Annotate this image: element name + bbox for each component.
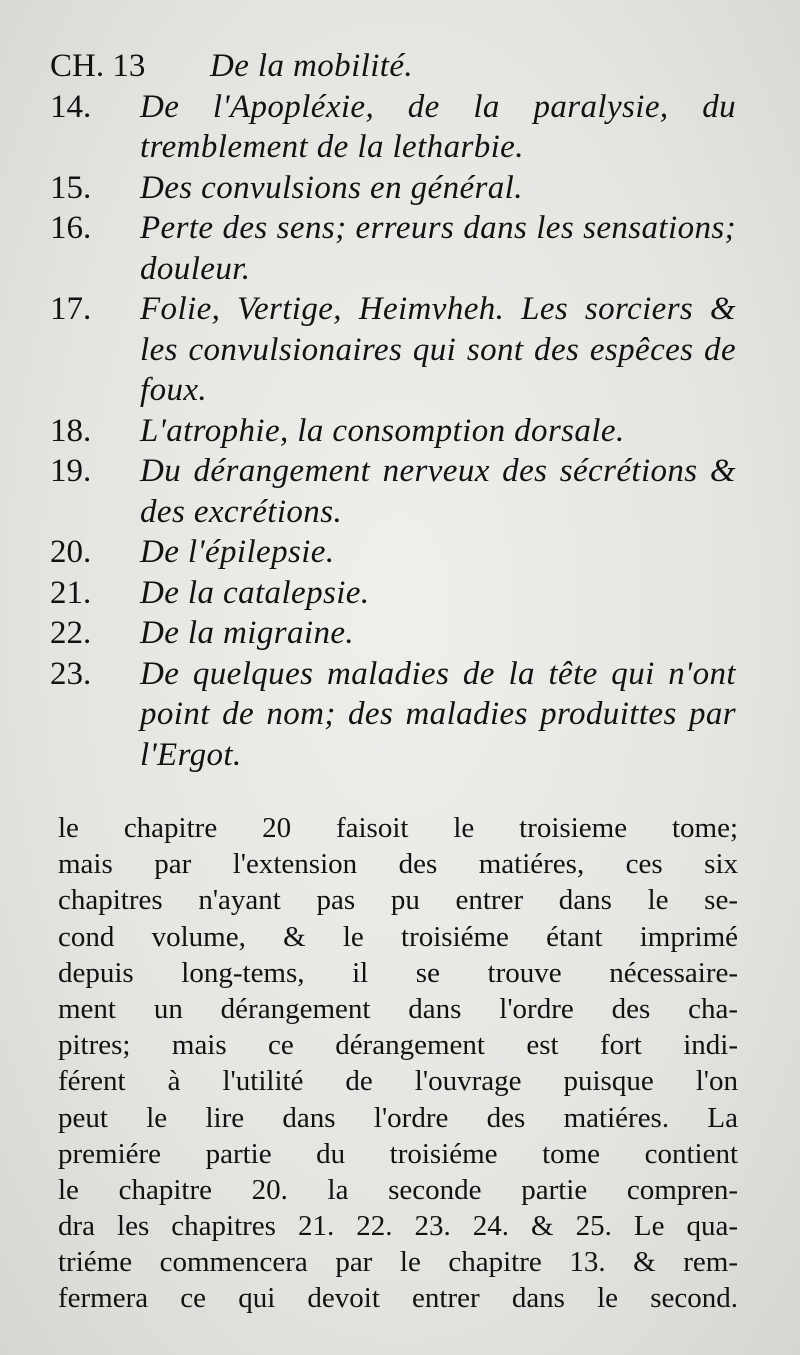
table-of-contents xyxy=(50,46,750,775)
chapter-title: Du dérangement nerveux des sécrétions & des excrétions. xyxy=(140,453,736,530)
note-line: dra les chapitres 21. 22. 23. 24. & 25. Le qua- xyxy=(58,1210,738,1243)
chapter-number: 21. xyxy=(50,574,92,611)
chapter-title: L'atrophie, la consomption dorsale. xyxy=(140,412,625,449)
toc-entry xyxy=(50,613,750,654)
chapter-title: Folie, Vertige, Heimvheh. Les sorciers & les convulsionaires qui sont des espêces de foux. xyxy=(140,291,736,408)
note-line: pitres; mais ce dérangement est fort indi- xyxy=(58,1029,738,1062)
note-line: mais par l'extension des matiéres, ces six xyxy=(58,848,738,881)
toc-entry xyxy=(50,46,750,87)
note-line: chapitres n'ayant pas pu entrer dans le se- xyxy=(58,884,738,917)
toc-entry xyxy=(50,208,750,289)
chapter-title: De l'épilepsie. xyxy=(140,534,335,570)
toc-entry xyxy=(50,87,750,168)
chapter-title: De quelques maladies de la tête qui n'ont point de nom; des maladies produittes par l'Ergot. xyxy=(140,655,736,773)
note-line: le chapitre 20 faisoit le troisieme tome; xyxy=(58,812,738,844)
toc-entry xyxy=(50,451,750,532)
chapter-title: De la migraine. xyxy=(140,615,355,651)
chapter-number: 20. xyxy=(50,534,92,570)
chapter-number: 19. xyxy=(50,453,92,489)
editorial-note xyxy=(58,810,738,1317)
chapter-title: De l'Apopléxie, de la paralysie, du tremblement de la letharbie. xyxy=(140,88,736,165)
toc-entry xyxy=(50,168,750,209)
chapter-number: 16. xyxy=(50,210,92,246)
chapter-title: De la mobilité. xyxy=(210,48,414,84)
chapter-title: Des convulsions en général. xyxy=(140,169,523,206)
chapter-number: 23. xyxy=(50,655,92,692)
chapter-number: 15. xyxy=(50,169,92,206)
note-line: triéme commencera par le chapitre 13. & rem- xyxy=(58,1246,738,1279)
chapter-number: 17. xyxy=(50,291,92,327)
toc-entry xyxy=(50,289,750,411)
note-line: peut le lire dans l'ordre des matiéres. La xyxy=(58,1101,738,1134)
note-line: cond volume, & le troisiéme étant imprimé xyxy=(58,920,738,953)
chapter-number: 18. xyxy=(50,412,92,449)
note-line: le chapitre 20. la seconde partie compren- xyxy=(58,1173,738,1206)
chapter-title: De la catalepsie. xyxy=(140,574,370,611)
toc-entry xyxy=(50,654,750,776)
toc-entry xyxy=(50,411,750,452)
chapter-title: Perte des sens; erreurs dans les sensations; douleur. xyxy=(140,210,736,287)
chapter-number: 22. xyxy=(50,615,92,651)
toc-entry xyxy=(50,573,750,614)
chapter-number: CH. 13 xyxy=(50,48,146,84)
note-line: férent à l'utilité de l'ouvrage puisque l'on xyxy=(58,1065,738,1098)
note-line: ment un dérangement dans l'ordre des cha- xyxy=(58,992,738,1025)
chapter-number: 14. xyxy=(50,88,92,125)
toc-entry xyxy=(50,532,750,573)
note-line: fermera ce qui devoit entrer dans le second. xyxy=(58,1282,738,1315)
note-line: depuis long-tems, il se trouve nécessaire- xyxy=(58,956,738,989)
note-line: premiére partie du troisiéme tome contient xyxy=(58,1137,738,1170)
